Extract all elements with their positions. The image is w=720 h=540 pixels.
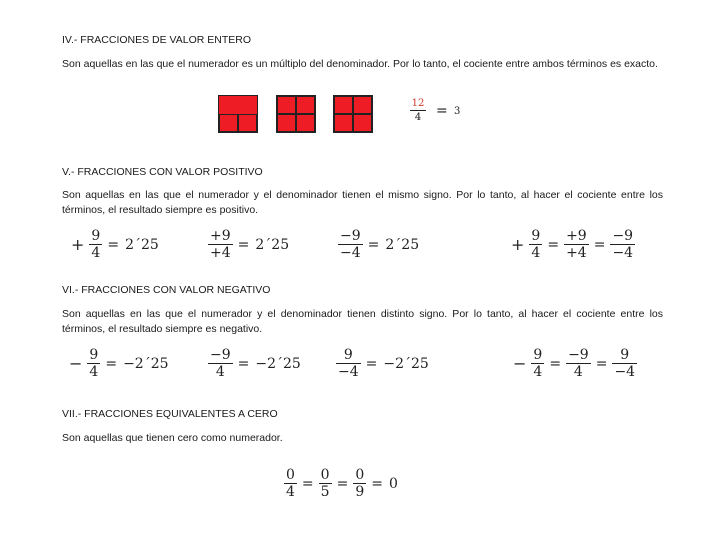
numerator: 9: [91, 228, 101, 244]
v-equation-4: [508, 228, 637, 261]
operator: =: [237, 355, 250, 372]
numerator: −9: [568, 347, 589, 363]
example-result: 3: [454, 106, 461, 117]
denominator: +4: [566, 245, 587, 261]
numerator: 9: [531, 228, 541, 244]
operator: −: [69, 354, 83, 373]
fraction: [87, 347, 100, 380]
operator: −2´25: [255, 355, 301, 372]
operator: =: [105, 355, 118, 372]
denominator: +4: [210, 245, 231, 261]
whole-square-1: [218, 95, 258, 133]
vi-equation-1: [66, 347, 172, 380]
operator: 0: [388, 475, 398, 492]
numerator: 0: [320, 467, 330, 483]
fraction: [531, 347, 544, 380]
v-equation-1: [68, 228, 162, 261]
square-grid: [334, 96, 372, 132]
section-v-title: V.- FRACCIONES CON VALOR POSITIVO: [62, 166, 263, 178]
square-quarter: [277, 96, 296, 114]
operator: =: [549, 355, 562, 372]
denominator: 4: [215, 364, 225, 380]
fraction: [208, 228, 233, 261]
numerator: +9: [566, 228, 587, 244]
numerator: 9: [89, 347, 99, 363]
fraction: [338, 228, 363, 261]
section-iv-text: Son aquellas en las que el numerador es un múltiplo del denominador. Por lo tanto, el cociente entre ambos términos es exacto.: [62, 58, 658, 70]
operator: =: [593, 236, 606, 253]
operator: −2´25: [123, 355, 169, 372]
section-iv-title: IV.- FRACCIONES DE VALOR ENTERO: [62, 34, 252, 46]
operator: =: [336, 475, 349, 492]
square-quarter: [296, 114, 315, 132]
operator: 2´25: [255, 236, 290, 253]
denominator: 9: [355, 484, 365, 500]
vi-equation-3: [334, 347, 432, 380]
denominator: −4: [340, 245, 361, 261]
section-vi-title: VI.- FRACCIONES CON VALOR NEGATIVO: [62, 284, 271, 296]
operator: 2´25: [385, 236, 420, 253]
section-vi-text: Son aquellas en las que el numerador y el denominador tienen distinto signo. Por lo tanto, al hacer el cociente entre los términos, el resultado siempre es negativo.: [62, 308, 663, 335]
whole-square-2: [276, 95, 316, 133]
section-vii-title: VII.- FRACCIONES EQUIVALENTES A CERO: [62, 408, 278, 420]
fraction: [208, 347, 233, 380]
vi-equation-4: [510, 347, 639, 380]
fraction: [564, 228, 589, 261]
fraction: [284, 467, 297, 500]
operator: =: [367, 236, 380, 253]
v-equation-3: [336, 228, 422, 261]
square-quarter: [353, 114, 372, 132]
denominator: 4: [533, 364, 543, 380]
operator: −: [513, 354, 527, 373]
numerator: −9: [340, 228, 361, 244]
example-numerator: 12: [411, 98, 425, 109]
numerator: −9: [210, 347, 231, 363]
denominator: 4: [531, 245, 541, 261]
square-fill-1: [219, 96, 257, 132]
operator: =: [301, 475, 314, 492]
operator: =: [595, 355, 608, 372]
denominator: 4: [286, 484, 295, 500]
square-quarter: [219, 96, 238, 114]
whole-square-3: [333, 95, 373, 133]
numerator: 0: [355, 467, 365, 483]
operator: 2´25: [125, 236, 159, 253]
fraction: [566, 347, 591, 380]
operator: =: [107, 236, 120, 253]
denominator: −4: [612, 245, 634, 261]
fraction: [529, 228, 542, 261]
fraction: [336, 347, 361, 380]
square-quarter: [219, 114, 238, 132]
operator: =: [547, 236, 560, 253]
square-quarter: [334, 96, 353, 114]
fraction: [610, 228, 635, 261]
section-vii-text: Son aquellas que tienen cero como numerador.: [62, 432, 283, 444]
operator: +: [71, 235, 85, 254]
square-quarter: [277, 114, 296, 132]
denominator: −4: [614, 364, 636, 380]
operator: −2´25: [383, 355, 429, 372]
operator: =: [371, 475, 383, 492]
fraction: [319, 467, 332, 500]
fraction: [89, 228, 102, 261]
square-quarter: [296, 96, 315, 114]
numerator: 9: [612, 347, 637, 364]
operator: =: [237, 236, 250, 253]
example-denominator: 4: [414, 112, 422, 123]
denominator: 4: [91, 245, 101, 261]
v-equation-2: [206, 228, 292, 261]
example-fraction: [410, 97, 426, 125]
numerator: 9: [336, 347, 361, 364]
square-quarter: [238, 114, 257, 132]
vii-equation: [282, 467, 401, 500]
fraction: [612, 347, 637, 380]
square-grid: [277, 96, 315, 132]
square-quarter: [238, 96, 257, 114]
denominator: 4: [573, 364, 583, 380]
operator: =: [365, 355, 378, 372]
denominator: 4: [89, 364, 99, 380]
section-v-text: Son aquellas en las que el numerador y el denominador tienen el mismo signo. Por lo tanto, al hacer el cociente entre los términos, el resultado siempre es positivo.: [62, 189, 663, 216]
numerator: −9: [612, 228, 634, 244]
numerator: +9: [210, 228, 231, 244]
square-quarter: [353, 96, 372, 114]
denominator: 5: [320, 484, 330, 500]
vi-equation-2: [206, 347, 304, 380]
fraction: [353, 467, 366, 500]
example-equals: =: [436, 103, 448, 119]
square-quarter: [334, 114, 353, 132]
numerator: 9: [533, 347, 543, 363]
square-grid: [219, 96, 257, 132]
operator: +: [511, 235, 525, 254]
numerator: 0: [286, 467, 295, 483]
denominator: −4: [338, 364, 359, 380]
